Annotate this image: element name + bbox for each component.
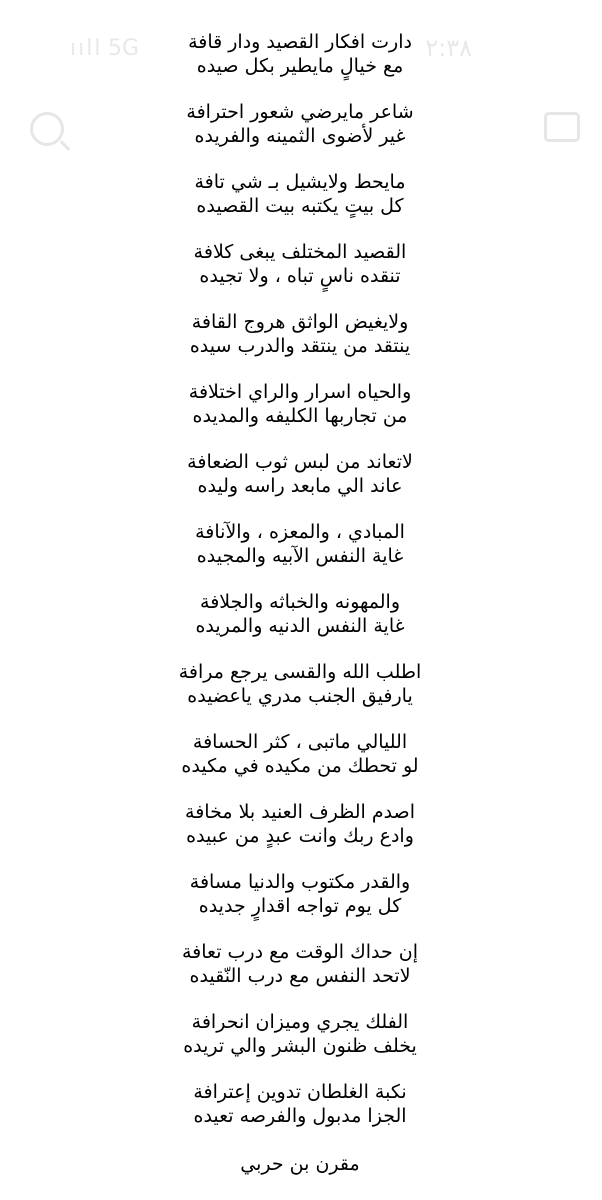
network-label: 5G <box>108 36 140 61</box>
stanza <box>150 660 450 730</box>
verse-line: القصيد المختلف يبغى كلافة <box>193 241 407 263</box>
verse-line: غاية النفس الدنيه والمريده <box>195 615 405 637</box>
stanza <box>150 520 450 590</box>
stanza <box>150 380 450 450</box>
verse-line: والقدر مكتوب والدنيا مسافة <box>189 871 411 893</box>
search-icon[interactable] <box>30 112 64 146</box>
stanza <box>150 940 450 1010</box>
verse-line: الليالي ماتبى ، كثر الحسافة <box>192 731 408 753</box>
verse-line: يارفيق الجنب مدري ياعضيده <box>187 685 413 707</box>
stanza <box>150 310 450 380</box>
verse-line: لاتحد النفس مع درب النّقيده <box>189 965 411 987</box>
verse-line: مع خيالٍ مايطير بكل صيده <box>196 55 404 77</box>
verse-line: لاتعاند من لبس ثوب الضعافة <box>187 451 413 473</box>
verse-line: مايحط ولايشيل بـ شي تافة <box>194 171 406 193</box>
verse-line: يخلف ظنون البشر والي تريده <box>183 1035 417 1057</box>
stanza <box>150 170 450 240</box>
verse-line: اصدم الظرف العنيد بلا مخافة <box>185 801 415 823</box>
poet-name: مقرن بن حربي <box>240 1153 360 1175</box>
verse-line: اطلب الله والقسى يرجع مرافة <box>178 661 422 683</box>
verse-line: شاعر مايرضي شعور احترافة <box>186 101 414 123</box>
stanza <box>150 800 450 870</box>
verse-line: كل يوم تواجه اقدارٍ جديده <box>198 895 402 917</box>
verse-line: من تجاربها الكليفه والمديده <box>192 405 408 427</box>
verse-line: ينتقد من ينتقد والدرب سيده <box>189 335 411 357</box>
verse-line: كل بيتٍ يكتبه بيت القصيده <box>196 195 404 217</box>
verse-line: نكبة الغلطان تدوين إعترافة <box>193 1081 407 1103</box>
tv-icon[interactable] <box>544 112 580 142</box>
verse-line: الفلك يجري وميزان انحرافة <box>191 1011 409 1033</box>
verse-line: والحياه اسرار والراي اختلافة <box>188 381 412 403</box>
stanza <box>150 1010 450 1080</box>
stanza <box>150 870 450 940</box>
verse-line: والمهونه والخباثه والجلافة <box>200 591 400 613</box>
signal-icon: ııll <box>70 36 103 61</box>
stanza <box>150 1080 450 1150</box>
stanza <box>150 450 450 520</box>
stanza <box>150 730 450 800</box>
verse-line: إن حداك الوقت مع درب تعافة <box>181 941 419 963</box>
verse-line: عاند الي مابعد راسه وليده <box>197 475 403 497</box>
stanza <box>150 30 450 100</box>
verse-line: غاية النفس الآبيه والمجيده <box>196 545 404 567</box>
verse-line: المبادي ، والمعزه ، والآنافة <box>195 521 405 543</box>
stanza <box>150 240 450 310</box>
verse-line: ولايغيض الواثق هروج القافة <box>191 311 409 333</box>
status-time: ٢:٣٨ <box>425 34 472 62</box>
verse-line: تنقده ناسٍ تباه ، ولا تجيده <box>199 265 401 287</box>
verse-line: لو تحطك من مكيده في مكيده <box>181 755 419 777</box>
verse-line: الجزا مدبول والفرصه تعيده <box>193 1105 407 1127</box>
poem <box>150 30 450 1176</box>
verse-line: دارت افكار القصيد ودار قافة <box>188 31 412 53</box>
verse-line: غير لأضوى الثمينه والفريده <box>194 125 406 147</box>
stanza <box>150 100 450 170</box>
stanza <box>150 590 450 660</box>
verse-line: وادع ربك وانت عبدٍ من عبيده <box>186 825 414 847</box>
